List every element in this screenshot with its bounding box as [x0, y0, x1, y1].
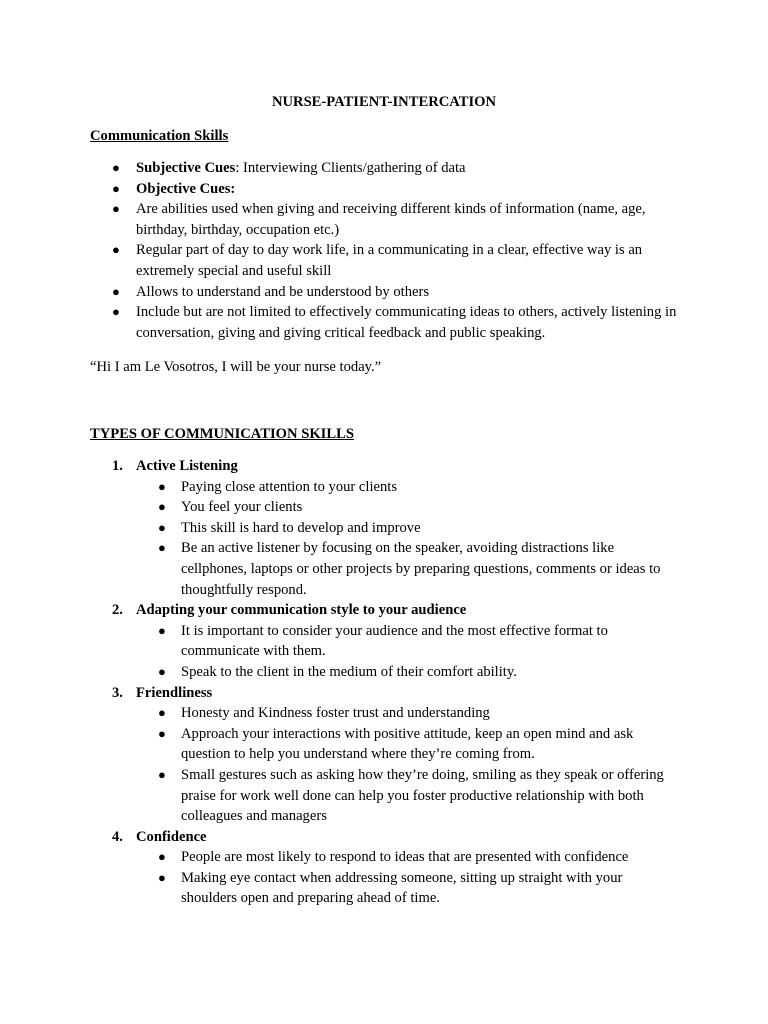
- sub-bullet-list: [136, 703, 690, 827]
- bullet-dot-icon: ●: [158, 519, 166, 535]
- bullet-text: This skill is hard to develop and improve: [181, 519, 421, 536]
- list-item: [136, 765, 681, 827]
- numbered-item-confidence: [90, 827, 690, 909]
- numbered-item-friendliness: [90, 683, 690, 827]
- nurse-greeting-quote: “Hi I am Le Vosotros, I will be your nurse today.”: [90, 359, 382, 375]
- bullet-text: Small gestures such as asking how they’re doing, smiling as they speak or offering praise for work well done can help you foster productive relationship with both colleagues and managers: [181, 766, 664, 825]
- bullet-text: Regular part of day to day work life, in a communicating in a clear, effective way is an extremely special and useful skill: [136, 242, 643, 279]
- bullet-text: It is important to consider your audience and the most effective format to communicate with them.: [181, 622, 608, 660]
- bullet-dot-icon: ●: [112, 304, 120, 320]
- list-item: [136, 518, 681, 539]
- item-number: 2.: [112, 602, 123, 619]
- bullet-text: Include but are not limited to effectively communicating ideas to others, actively listening in conversation, giving and giving critical feedback and public speaking.: [136, 304, 677, 341]
- bullet-text: People are most likely to respond to ideas that are presented with confidence: [181, 849, 629, 866]
- bullet-dot-icon: ●: [158, 766, 166, 782]
- bullet-text: Approach your interactions with positive attitude, keep an open mind and ask question to help you understand where they’re coming from.: [181, 725, 634, 763]
- item-number: 4.: [112, 828, 123, 845]
- bullet-dot-icon: ●: [158, 499, 166, 515]
- bullet-text: You feel your clients: [181, 499, 303, 516]
- list-item: [136, 724, 681, 765]
- list-item: [136, 538, 681, 600]
- bullet-dot-icon: ●: [158, 663, 166, 679]
- bullet-text: Be an active listener by focusing on the speaker, avoiding distractions like cellphones, laptops or other projects by preparing questions, comments or ideas to thoughtfully respond.: [181, 540, 661, 598]
- list-item: [136, 868, 681, 909]
- numbered-item-adapting-style: [90, 600, 690, 682]
- item-number: 1.: [112, 458, 123, 474]
- sub-bullet-list: [136, 621, 690, 683]
- list-item: [90, 179, 680, 200]
- list-item: [136, 662, 681, 683]
- list-item: [90, 302, 680, 343]
- item-title: Friendliness: [136, 684, 213, 701]
- bullet-text: Speak to the client in the medium of their comfort ability.: [181, 663, 517, 680]
- bullet-dot-icon: ●: [158, 849, 166, 865]
- bullet-text: Paying close attention to your clients: [181, 478, 398, 495]
- sub-bullet-list: [136, 847, 690, 909]
- bullet-dot-icon: ●: [158, 725, 166, 741]
- bullet-text: Honesty and Kindness foster trust and understanding: [181, 705, 490, 722]
- list-item: [90, 199, 680, 240]
- bullet-dot-icon: ●: [158, 540, 166, 556]
- bullet-dot-icon: ●: [158, 705, 166, 721]
- list-item: [136, 497, 681, 518]
- bullet-dot-icon: ●: [112, 160, 120, 175]
- list-item: [90, 282, 680, 303]
- bullet-dot-icon: ●: [158, 478, 166, 494]
- item-number: 3.: [112, 684, 123, 701]
- bullet-dot-icon: ●: [158, 869, 166, 885]
- list-item: [136, 847, 681, 868]
- section-heading-types-of-communication-skills: TYPES OF COMMUNICATION SKILLS: [90, 426, 354, 442]
- item-title: Confidence: [136, 828, 207, 845]
- list-item: [90, 240, 680, 281]
- list-item: [136, 703, 681, 724]
- sub-bullet-list: [136, 477, 690, 601]
- types-numbered-list: [90, 456, 690, 909]
- numbered-item-active-listening: [90, 456, 690, 600]
- section-heading-communication-skills: Communication Skills: [90, 128, 229, 144]
- bullet-dot-icon: ●: [158, 622, 166, 638]
- bullet-text: Allows to understand and be understood by others: [136, 283, 430, 300]
- communication-skills-bullet-list: [90, 158, 680, 343]
- bullet-bold-text: Objective Cues:: [136, 180, 236, 197]
- bullet-bold-text: Subjective Cues: [136, 160, 236, 176]
- bullet-dot-icon: ●: [112, 201, 120, 217]
- document-title: NURSE-PATIENT-INTERCATION: [271, 94, 497, 110]
- item-title: Active Listening: [136, 458, 238, 474]
- bullet-text: Making eye contact when addressing someone, sitting up straight with your shoulders open and preparing ahead of time.: [181, 869, 623, 907]
- bullet-text: : Interviewing Clients/gathering of data: [235, 160, 466, 176]
- list-item: [90, 158, 680, 179]
- bullet-dot-icon: ●: [112, 180, 120, 196]
- list-item: [136, 477, 681, 498]
- bullet-dot-icon: ●: [112, 283, 120, 299]
- list-item: [136, 621, 681, 662]
- item-title: Adapting your communication style to your audience: [136, 602, 467, 619]
- bullet-text: Are abilities used when giving and receiving different kinds of information (name, age, birthday, birthday, occupation etc.): [136, 201, 646, 238]
- bullet-dot-icon: ●: [112, 242, 120, 258]
